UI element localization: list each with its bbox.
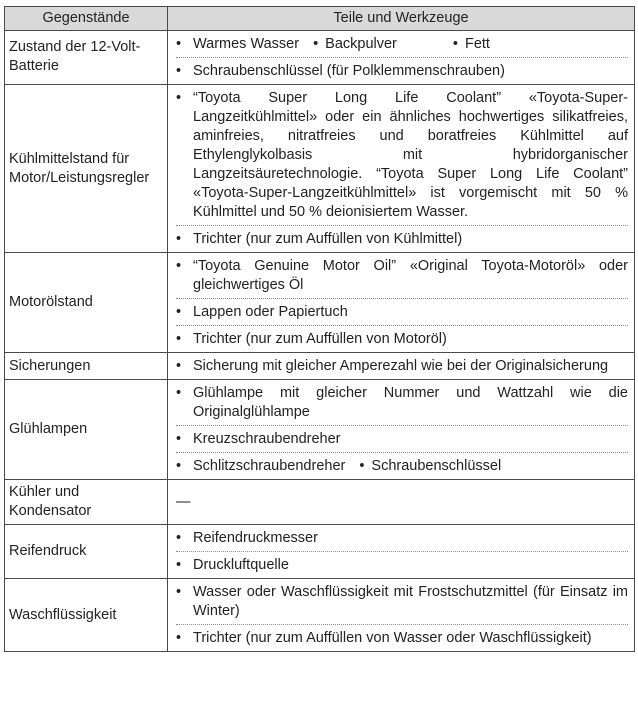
part-text: Reifendruckmesser xyxy=(193,530,318,546)
list-item xyxy=(176,298,628,325)
part-text: Backpulver xyxy=(325,36,397,52)
maintenance-table-container xyxy=(4,6,634,652)
table-row xyxy=(5,253,635,353)
list-item xyxy=(176,380,628,425)
parts-cell xyxy=(168,31,635,85)
parts-list xyxy=(176,380,628,479)
bullet-icon: • xyxy=(176,331,182,347)
bullet-icon: • xyxy=(313,36,319,52)
part-text: Druckluftquelle xyxy=(193,557,289,573)
bullet-icon: • xyxy=(176,557,182,573)
bullet-icon: • xyxy=(176,258,182,274)
part-text: Warmes Wasser xyxy=(193,36,300,52)
part-text: “Toyota Super Long Life Coolant” «Toyota-Super-Langzeitkühlmittel» oder ein ähnliches hochwertiges silikatfreies, aminfreies, nitratfreies und boratfreies Kühlmittel auf Ethylenglykolbasis mit hybridorganischer Langzeitsäuretechnologie. “Toyota Super Long Life Coolant” «Toyota-Super-Langzeitkühlmittel» ist vorgemischt mit 50 % Kühlmittel und 50 % deionisiertem Wasser. xyxy=(193,90,628,220)
list-item xyxy=(176,525,628,551)
part-text: Glühlampe mit gleicher Nummer und Wattzahl wie die Originalglühlampe xyxy=(193,385,628,420)
part-text: Trichter (nur zum Auffüllen von Kühlmittel) xyxy=(193,231,463,247)
part-text: Schraubenschlüssel (für Polklemmenschrauben) xyxy=(193,63,505,79)
parts-list xyxy=(176,31,628,84)
part-text: Kreuzschraubendreher xyxy=(193,431,341,447)
item-cell: Waschflüssigkeit xyxy=(5,579,168,652)
table-row xyxy=(5,525,635,579)
bullet-icon: • xyxy=(176,36,182,52)
item-cell: Motorölstand xyxy=(5,253,168,353)
item-cell: Glühlampen xyxy=(5,380,168,480)
part-segment xyxy=(299,35,397,54)
list-item xyxy=(176,551,628,578)
part-text: Wasser oder Waschflüssigkeit mit Frostschutzmittel (für Einsatz im Winter) xyxy=(193,584,628,619)
table-row xyxy=(5,353,635,380)
list-item xyxy=(176,57,628,84)
parts-list xyxy=(176,525,628,578)
bullet-icon: • xyxy=(176,385,182,401)
list-item xyxy=(176,624,628,651)
item-cell: Reifendruck xyxy=(5,525,168,579)
parts-cell xyxy=(168,85,635,253)
list-item xyxy=(176,353,628,379)
parts-cell xyxy=(168,353,635,380)
parts-cell xyxy=(168,525,635,579)
bullet-icon: • xyxy=(176,231,182,247)
bullet-icon: • xyxy=(176,530,182,546)
parts-cell: — xyxy=(168,480,635,525)
parts-list xyxy=(176,253,628,352)
parts-list xyxy=(176,579,628,651)
list-item xyxy=(176,425,628,452)
bullet-icon: • xyxy=(176,584,182,600)
part-text: Trichter (nur zum Auffüllen von Wasser oder Waschflüssigkeit) xyxy=(193,630,592,646)
table-row xyxy=(5,579,635,652)
parts-list xyxy=(176,353,628,379)
bullet-icon: • xyxy=(452,36,458,52)
part-text: Lappen oder Papiertuch xyxy=(193,304,348,320)
part-text: Trichter (nur zum Auffüllen von Motoröl) xyxy=(193,331,447,347)
bullet-icon: • xyxy=(176,358,182,374)
maintenance-table xyxy=(4,6,635,652)
part-text: Schlitzschraubendreher xyxy=(193,458,346,474)
table-row xyxy=(5,85,635,253)
list-item xyxy=(176,452,628,479)
list-item xyxy=(176,85,628,225)
list-item xyxy=(176,325,628,352)
list-item xyxy=(176,579,628,624)
item-cell: Kühlmittelstand für Motor/Leistungsregler xyxy=(5,85,168,253)
bullet-icon: • xyxy=(359,458,365,474)
table-row xyxy=(5,480,635,525)
part-text: “Toyota Genuine Motor Oil” «Original Toyota-Motoröl» oder gleichwertiges Öl xyxy=(193,258,628,293)
bullet-icon: • xyxy=(176,630,182,646)
list-item xyxy=(176,31,628,57)
parts-list xyxy=(176,85,628,252)
table-row xyxy=(5,380,635,480)
parts-cell xyxy=(168,579,635,652)
part-text: Sicherung mit gleicher Amperezahl wie bei der Originalsicherung xyxy=(193,358,609,374)
item-cell: Sicherungen xyxy=(5,353,168,380)
list-item xyxy=(176,253,628,298)
bullet-icon: • xyxy=(176,431,182,447)
table-header-row xyxy=(5,7,635,31)
bullet-icon: • xyxy=(176,90,182,106)
header-items: Gegenstände xyxy=(5,7,168,31)
list-item xyxy=(176,225,628,252)
parts-cell xyxy=(168,380,635,480)
part-segment xyxy=(345,457,501,476)
parts-cell xyxy=(168,253,635,353)
part-segment xyxy=(397,35,490,54)
item-cell: Kühler und Kondensator xyxy=(5,480,168,525)
part-text: Fett xyxy=(464,36,490,52)
bullet-icon: • xyxy=(176,304,182,320)
bullet-icon: • xyxy=(176,63,182,79)
table-body xyxy=(5,31,635,652)
table-row xyxy=(5,31,635,85)
item-cell: Zustand der 12-Volt-Batterie xyxy=(5,31,168,85)
header-parts-and-tools: Teile und Werkzeuge xyxy=(168,7,635,31)
part-text: Schraubenschlüssel xyxy=(371,458,502,474)
bullet-icon: • xyxy=(176,458,182,474)
